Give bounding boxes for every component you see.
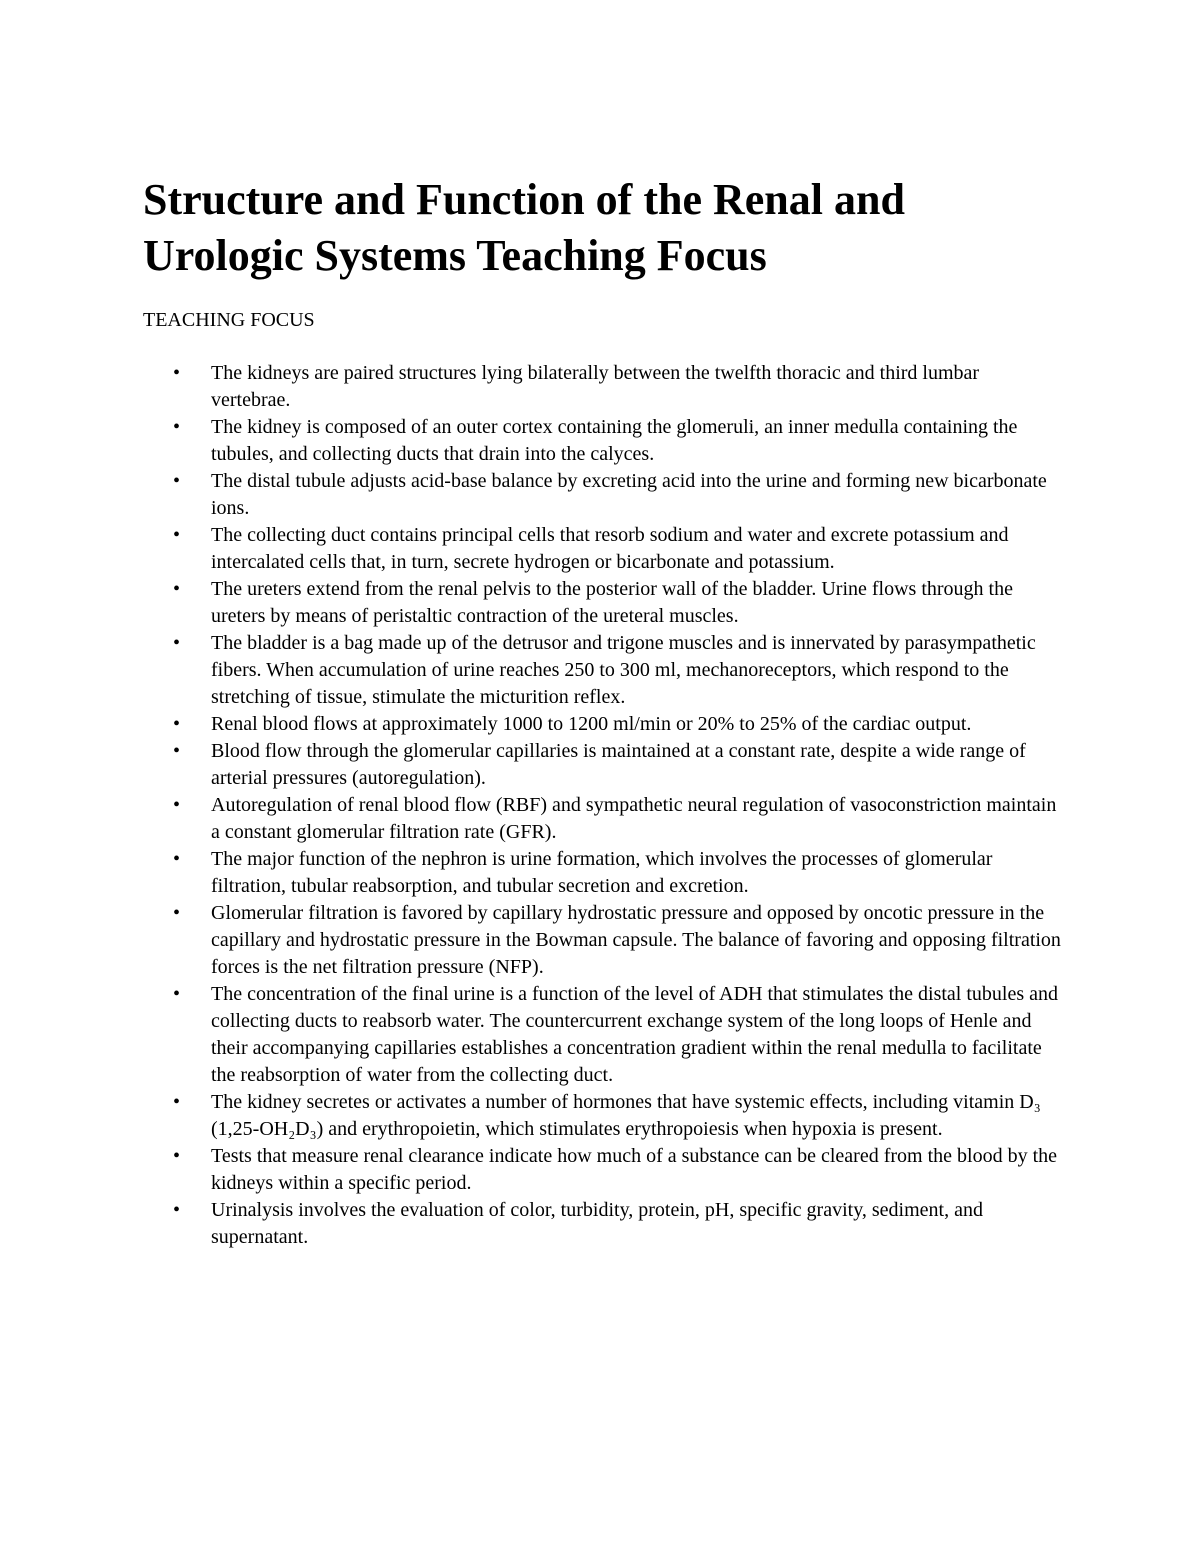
bullet-icon: • xyxy=(173,794,181,816)
document-title: Structure and Function of the Renal and Urologic Systems Teaching Focus xyxy=(143,175,905,280)
bullet-icon: • xyxy=(173,578,181,600)
bullet-icon: • xyxy=(173,416,181,438)
list-item-text: The bladder is a bag made up of the detrusor and trigone muscles and is innervated by parasympathetic fibers. When accumulation of urine reaches 250 to 300 ml, mechanoreceptors, which respond to the stretching of tissue, stimulate the micturition reflex. xyxy=(211,632,1036,708)
list-item-text: Autoregulation of renal blood flow (RBF) and sympathetic neural regulation of vasoconstriction maintain a constant glomerular filtration rate (GFR). xyxy=(211,794,1057,843)
list-item xyxy=(171,522,1061,576)
bullet-icon: • xyxy=(173,848,181,870)
list-item xyxy=(171,468,1061,522)
bullet-icon: • xyxy=(173,470,181,492)
list-item xyxy=(171,711,1061,738)
list-item xyxy=(171,360,1061,414)
list-item-text: The distal tubule adjusts acid-base balance by excreting acid into the urine and forming new bicarbonate ions. xyxy=(211,470,1047,519)
list-item xyxy=(171,792,1061,846)
bullet-icon: • xyxy=(173,1091,181,1113)
list-item xyxy=(171,738,1061,792)
bullet-icon: • xyxy=(173,1145,181,1167)
list-item xyxy=(171,1143,1061,1197)
list-item-text: The ureters extend from the renal pelvis to the posterior wall of the bladder. Urine flows through the ureters by means of peristaltic contraction of the ureteral muscles. xyxy=(211,578,1013,627)
bullet-icon: • xyxy=(173,983,181,1005)
bullet-icon: • xyxy=(173,713,181,735)
list-item xyxy=(171,576,1061,630)
list-item xyxy=(171,846,1061,900)
list-item xyxy=(171,1197,1061,1251)
list-item-text: Renal blood flows at approximately 1000 to 1200 ml/min or 20% to 25% of the cardiac output. xyxy=(211,713,972,735)
bullet-icon: • xyxy=(173,740,181,762)
bullet-icon: • xyxy=(173,524,181,546)
list-item-text: Tests that measure renal clearance indicate how much of a substance can be cleared from the blood by the kidneys within a specific period. xyxy=(211,1145,1058,1194)
bullet-icon: • xyxy=(173,632,181,654)
list-item xyxy=(171,900,1061,981)
list-item-text: The major function of the nephron is urine formation, which involves the processes of glomerular filtration, tubular reabsorption, and tubular secretion and excretion. xyxy=(211,848,993,897)
list-item xyxy=(171,981,1061,1089)
list-item-text: Glomerular filtration is favored by capillary hydrostatic pressure and opposed by oncotic pressure in the capillary and hydrostatic pressure in the Bowman capsule. The balance of favoring and opposing filtration forces is the net filtration pressure (NFP). xyxy=(211,902,1061,978)
bullet-icon: • xyxy=(173,362,181,384)
list-item-text: The kidney secretes or activates a number of hormones that have systemic effects, including vitamin D₃ (1,25-OH₂D₃) and erythropoietin, which stimulates erythropoiesis when hypoxia is present. xyxy=(211,1091,1041,1140)
list-item-text: The collecting duct contains principal cells that resorb sodium and water and excrete potassium and intercalated cells that, in turn, secrete hydrogen or bicarbonate and potassium. xyxy=(211,524,1009,573)
bullet-icon: • xyxy=(173,1199,181,1221)
list-item-text: Urinalysis involves the evaluation of color, turbidity, protein, pH, specific gravity, sediment, and supernatant. xyxy=(211,1199,983,1248)
list-item xyxy=(171,1089,1061,1143)
list-item-text: The kidneys are paired structures lying bilaterally between the twelfth thoracic and third lumbar vertebrae. xyxy=(211,362,980,411)
list-item-text: The concentration of the final urine is a function of the level of ADH that stimulates the distal tubules and collecting ducts to reabsorb water. The countercurrent exchange system of the long loops of Henle and their accompanying capillaries establishes a concentration gradient within the renal medulla to facilitate the reabsorption of water from the collecting duct. xyxy=(211,983,1058,1086)
list-item xyxy=(171,414,1061,468)
section-label: TEACHING FOCUS xyxy=(143,309,315,331)
teaching-focus-list xyxy=(171,360,1061,1251)
list-item-text: The kidney is composed of an outer cortex containing the glomeruli, an inner medulla containing the tubules, and collecting ducts that drain into the calyces. xyxy=(211,416,1018,465)
list-item xyxy=(171,630,1061,711)
list-item-text: Blood flow through the glomerular capillaries is maintained at a constant rate, despite a wide range of arterial pressures (autoregulation). xyxy=(211,740,1026,789)
bullet-icon: • xyxy=(173,902,181,924)
